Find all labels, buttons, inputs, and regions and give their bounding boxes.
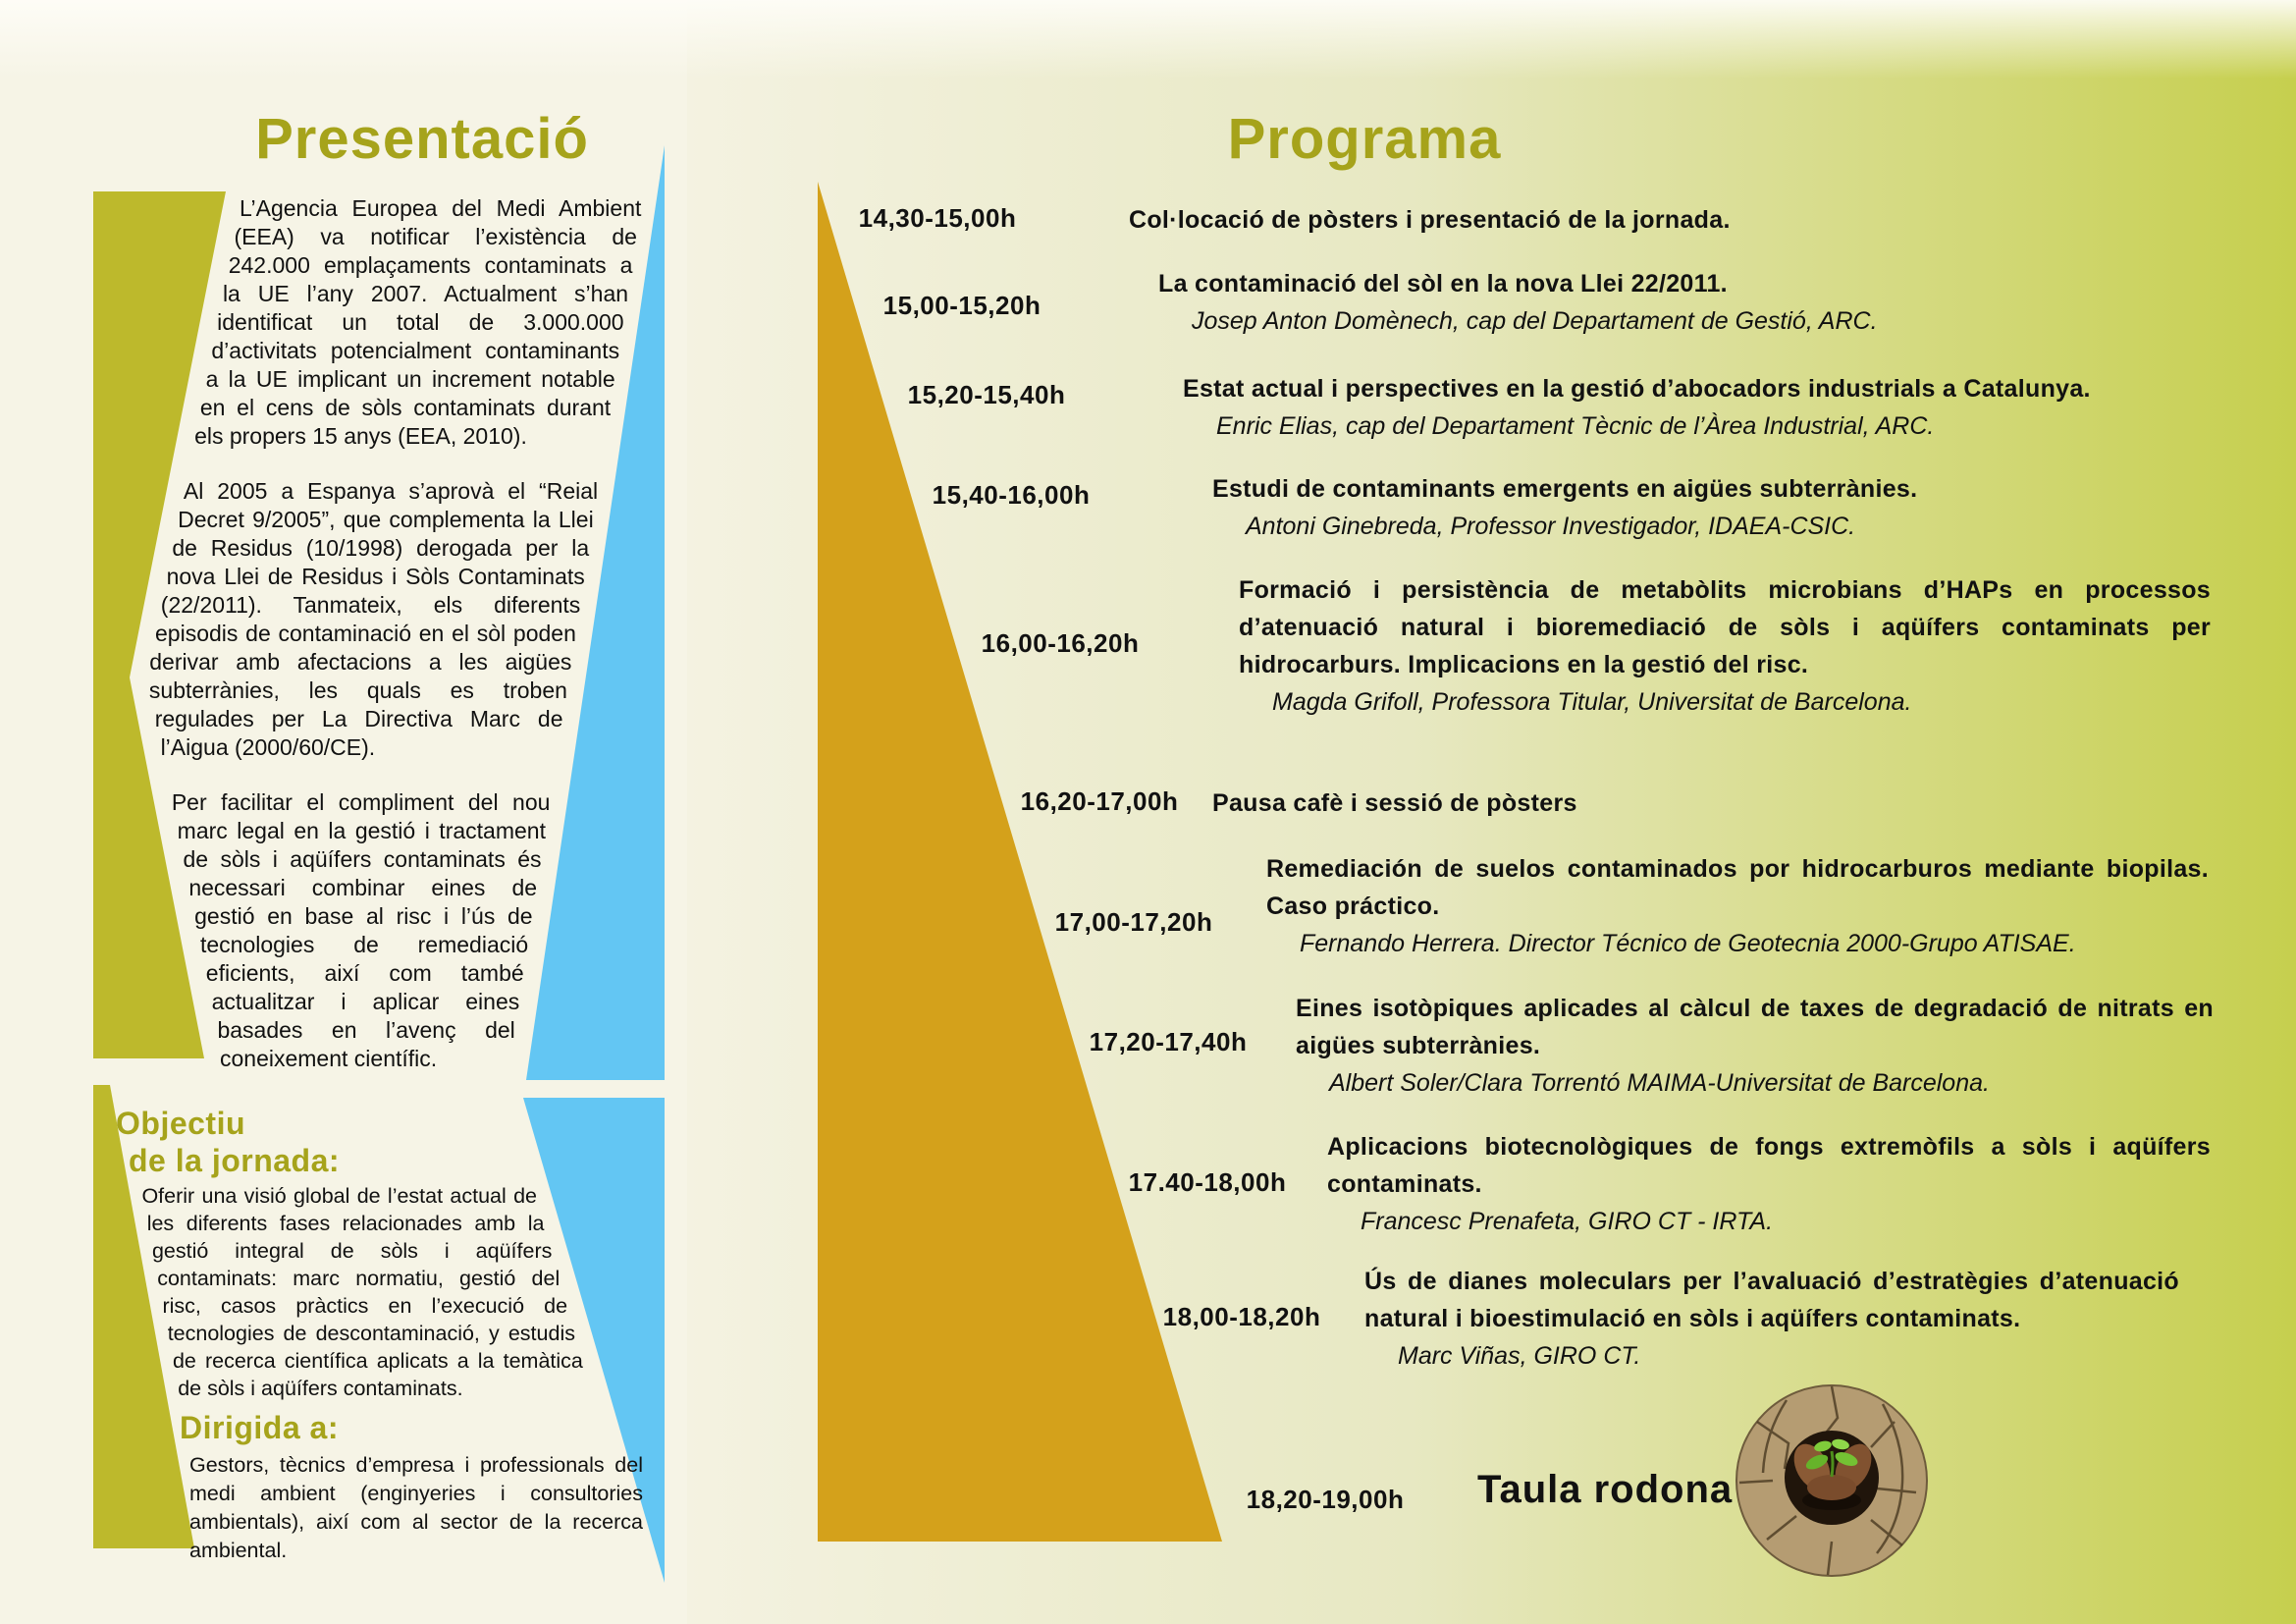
talk-title: Eines isotòpiques aplicades al càlcul de taxes de degradació de nitrats en aigües subterrànies. xyxy=(1296,995,2214,1059)
schedule-time: 16,20-17,00h xyxy=(1020,786,1179,816)
talk-title: Ús de dianes moleculars per l’avaluació d’estratègies d’atenuació natural i bioestimulació en sòls i aqüífers contaminats. xyxy=(1364,1268,2179,1332)
talk-speaker: Enric Elias, cap del Departament Tècnic de l’Àrea Industrial, ARC. xyxy=(1216,412,1935,440)
schedule-time: 17,00-17,20h xyxy=(1054,907,1213,937)
schedule-time: 17,20-17,40h xyxy=(1089,1027,1248,1056)
talk-speaker: Magda Grifoll, Professora Titular, Universitat de Barcelona. xyxy=(1272,688,1912,716)
talk-title: Formació i persistència de metabòlits microbians d’HAPs en processos d’atenuació natural i bioremediació de sòls i aqüífers contaminats per hidrocarburs. Implicacions en la gestió del risc. xyxy=(1239,576,2211,678)
objectiu-text xyxy=(95,1182,657,1434)
paragraph-eea: L’Agencia Europea del Medi Ambient (EEA) va notificar l’existència de 242.000 emplaçaments contaminats a la UE l’any 2007. Actualment s’han identificat un total de 3.000.000 d’activitats potencialment contaminants a la UE implicant un increment notable en el cens de sòls contaminats durant els propers 15 anys (EEA, 2010). xyxy=(194,195,642,449)
talk-speaker: Francesc Prenafeta, GIRO CT - IRTA. xyxy=(1361,1208,1774,1235)
schedule-time: 18,20-19,00h xyxy=(1246,1485,1405,1514)
talk-title: La contaminació del sòl en la nova Llei 22/2011. xyxy=(1158,270,1728,298)
schedule-time: 14,30-15,00h xyxy=(858,203,1017,233)
schedule-time: 15,40-16,00h xyxy=(932,480,1091,510)
talk-title: Estudi de contaminants emergents en aigües subterrànies. xyxy=(1212,475,1918,503)
talk-speaker: Marc Viñas, GIRO CT. xyxy=(1398,1342,1641,1370)
programa-title: Programa xyxy=(1227,107,1502,171)
paragraph-marc-legal: Per facilitar el compliment del nou marc legal en la gestió i tractament de sòls i aqüífers contaminats és necessari combinar eines de gestió en base al risc i l’ús de tecnologies de remediació eficients, així com també actualitzar i aplicar eines basades en l’avenç del coneixement científic. xyxy=(171,789,551,1071)
talk-title: Col·locació de pòsters i presentació de la jornada. xyxy=(1129,206,1731,234)
talk-title: Estat actual i perspectives en la gestió d’abocadors industrials a Catalunya. xyxy=(1183,375,2091,403)
talk-speaker: Josep Anton Domènech, cap del Departament de Gestió, ARC. xyxy=(1192,307,1878,335)
presentacio-text xyxy=(95,194,665,1078)
schedule-time: 16,00-16,20h xyxy=(981,628,1140,658)
schedule-time: 15,20-15,40h xyxy=(907,380,1066,409)
talk-title: Aplicacions biotecnològiques de fongs extremòfils a sòls i aqüífers contaminats. xyxy=(1327,1133,2211,1198)
talk-title: Pausa cafè i sessió de pòsters xyxy=(1212,789,1577,817)
paragraph-legal: Al 2005 a Espanya s’aprovà el “Reial Decret 9/2005”, que complementa la Llei de Residus (10/1998) derogada per la nova Llei de Residus i Sòls Contaminats (22/2011). Tanmateix, els diferents episodis de contaminació en el sòl poden derivar amb afectacions a les aigües subterrànies, les quals es troben regulades per La Directiva Marc de l’Aigua (2000/60/CE). xyxy=(148,478,599,760)
schedule-time: 18,00-18,20h xyxy=(1162,1302,1321,1331)
talk-speaker: Fernando Herrera. Director Técnico de Geotecnia 2000-Grupo ATISAE. xyxy=(1300,930,2076,957)
dirigida-heading: Dirigida a: xyxy=(180,1410,339,1445)
talk-title: Remediación de suelos contaminados por hidrocarburos mediante biopilas. Caso práctico. xyxy=(1266,855,2209,920)
objectiu-heading-line1: Objectiu xyxy=(116,1106,246,1141)
presentacio-title: Presentació xyxy=(255,107,589,171)
dirigida-text: Gestors, tècnics d’empresa i professionals del medi ambient (enginyeries i consultories ambientals), així com al sector de la recerca ambiental. xyxy=(189,1453,643,1562)
talk-speaker: Antoni Ginebreda, Professor Investigador, IDAEA-CSIC. xyxy=(1246,513,1856,540)
objectiu-paragraph: Oferir una visió global de l’estat actual de les diferents fases relacionades amb la gestió integral de sòls i aqüífers contaminats: marc normatiu, gestió del risc, casos pràctics en l’execució de tecnologies de descontaminació, y estudis de recerca científica aplicats a la temàtica de sòls i aqüífers contaminats. xyxy=(141,1184,583,1400)
objectiu-heading-line2: de la jornada: xyxy=(129,1143,341,1178)
talk-title: Taula rodona xyxy=(1477,1468,1734,1511)
schedule-time: 15,00-15,20h xyxy=(882,291,1041,320)
talk-speaker: Albert Soler/Clara Torrentó MAIMA-Universitat de Barcelona. xyxy=(1329,1069,1990,1097)
schedule-time: 17.40-18,00h xyxy=(1128,1167,1287,1197)
